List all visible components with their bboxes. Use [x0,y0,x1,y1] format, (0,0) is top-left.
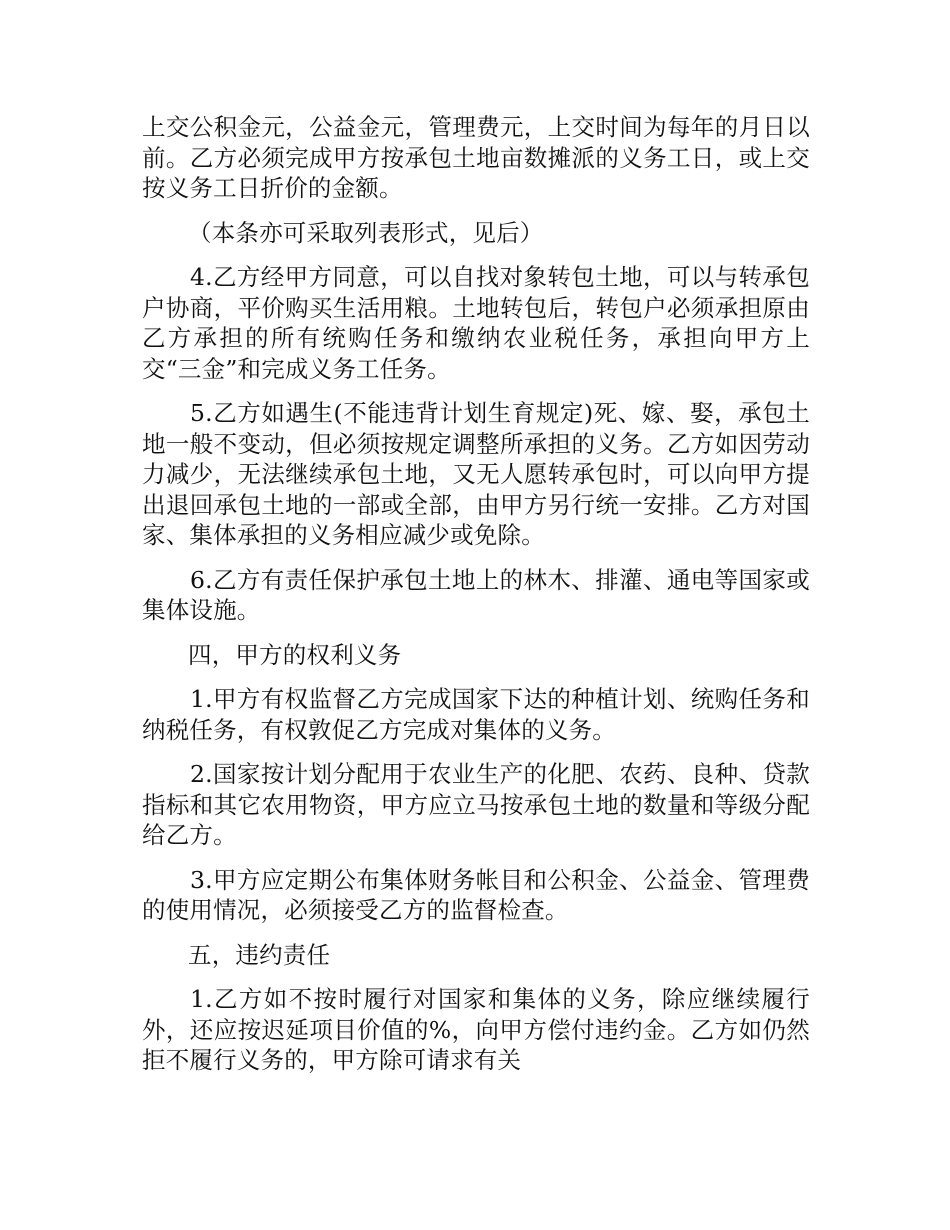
paragraph-liability-1: 1.乙方如不按时履行对国家和集体的义务，除应继续履行外，还应按迟延项目价值的%，向甲方偿付违约金。乙方如仍然拒不履行义务的，甲方除可请求有关 [142,985,810,1074]
paragraph-clause-6: 6.乙方有责任保护承包土地上的林木、排灌、通电等国家或集体设施。 [142,565,810,624]
section-heading-liability: 五，违约责任 [188,940,331,969]
paragraph-party-a-3: 3.甲方应定期公布集体财务帐目和公积金、公益金、管理费的使用情况，必须接受乙方的监督检查。 [142,865,810,924]
paragraph-party-a-1: 1.甲方有权监督乙方完成国家下达的种植计划、统购任务和纳税任务，有权敦促乙方完成对集体的义务。 [142,685,810,744]
paragraph-fees: 上交公积金元，公益金元，管理费元，上交时间为每年的月日以前。乙方必须完成甲方按承包土地亩数摊派的义务工日，或上交按义务工日折价的金额。 [142,113,810,202]
paragraph-party-a-2: 2.国家按计划分配用于农业生产的化肥、农药、良种、贷款指标和其它农用物资，甲方应立马按承包土地的数量和等级分配给乙方。 [142,760,810,849]
paragraph-table-note: （本条亦可采取列表形式，见后） [188,218,544,247]
section-heading-party-a-rights: 四，甲方的权利义务 [188,640,402,669]
document-page [142,112,810,1090]
paragraph-clause-4: 4.乙方经甲方同意，可以自找对象转包土地，可以与转承包户协商，平价购买生活用粮。土地转包后，转包户必须承担原由乙方承担的所有统购任务和缴纳农业税任务，承担向甲方上交“三金”和完成义务工任务。 [142,263,810,383]
paragraph-clause-5: 5.乙方如遇生(不能违背计划生育规定)死、嫁、娶，承包土地一般不变动，但必须按规定调整所承担的义务。乙方如因劳动力减少，无法继续承包土地，又无人愿转承包时，可以向甲方提出退回承包土地的一部或全部，由甲方另行统一安排。乙方对国家、集体承担的义务相应减少或免除。 [142,399,810,549]
